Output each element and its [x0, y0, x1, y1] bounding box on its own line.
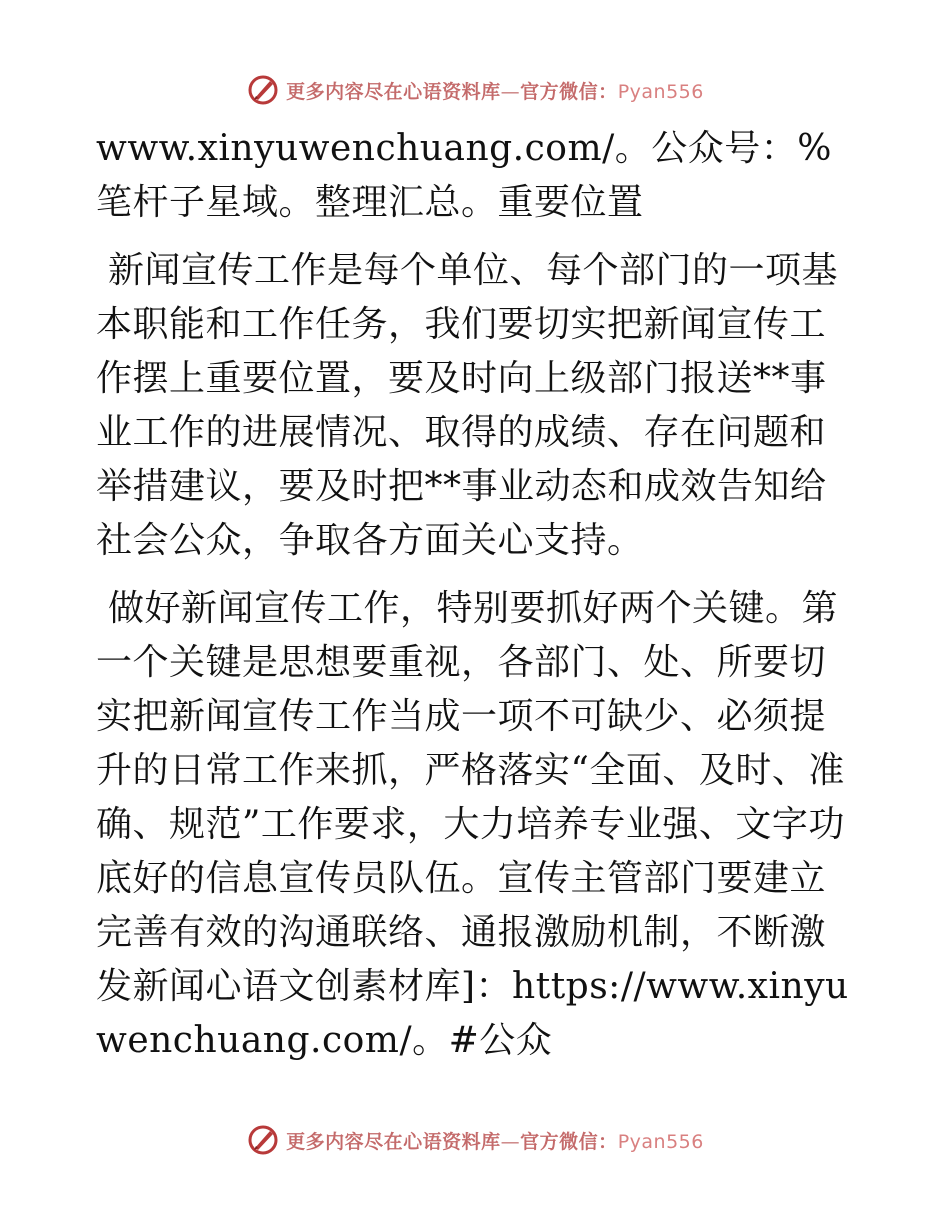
document-body [96, 122, 856, 1068]
banner-wechat-id: Pyan556 [617, 80, 704, 103]
banner-separator: — [500, 1130, 521, 1153]
banner-wechat-label: 官方微信： [520, 80, 618, 103]
banner-inner [246, 73, 704, 107]
banner-wechat-label: 官方微信： [520, 1130, 618, 1153]
banner-wechat-id: Pyan556 [617, 1130, 704, 1153]
banner-site-name: 更多内容尽在心语资料库 [286, 1130, 501, 1153]
banner-separator: — [500, 80, 521, 103]
quill-pen-logo-icon [246, 1123, 280, 1157]
quill-pen-logo-icon [246, 73, 280, 107]
banner-site-name: 更多内容尽在心语资料库 [286, 80, 501, 103]
footer-watermark-banner [0, 1120, 950, 1160]
paragraph-2: 新闻宣传工作是每个单位、每个部门的一项基本职能和工作任务，我们要切实把新闻宣传工作摆上重要位置，要及时向上级部门报送**事业工作的进展情况、取得的成绩、存在问题和举措建议，要及时把**事业动态和成效告知给社会公众，争取各方面关心支持。 [96, 250, 838, 561]
paragraph-3: 做好新闻宣传工作，特别要抓好两个关键。第一个关键是思想要重视，各部门、处、所要切实把新闻宣传工作当成一项不可缺少、必须提升的日常工作来抓，严格落实“全面、及时、准确、规范”工作要求，大力培养专业强、文字功底好的信息宣传员队伍。宣传主管部门要建立完善有效的沟通联络、通报激励机制，不断激发新闻心语文创素材库]：https://www.xinyuwenchuang.com/。#公众 [96, 588, 849, 1061]
banner-inner [246, 1123, 704, 1157]
banner-text [286, 77, 704, 104]
banner-text [286, 1127, 704, 1154]
paragraph-1: www.xinyuwenchuang.com/。公众号：%笔杆子星域。整理汇总。重要位置 [96, 128, 832, 223]
header-watermark-banner [0, 70, 950, 110]
